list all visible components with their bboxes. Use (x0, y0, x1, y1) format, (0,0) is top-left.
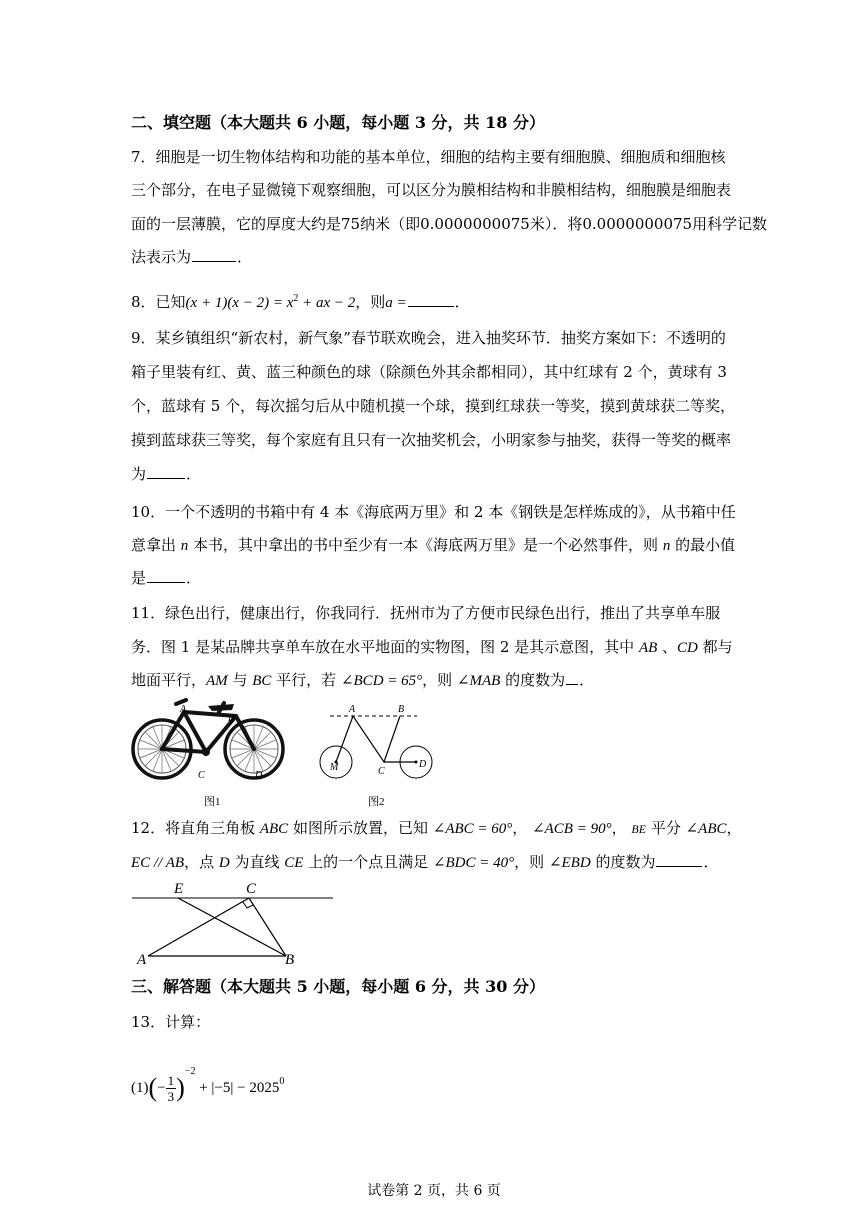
q7-line-4 (131, 241, 741, 274)
q13-numerator: 1 (167, 1072, 175, 1088)
q11-line-3b: 与 (227, 671, 253, 689)
q8-variable: a = (385, 295, 407, 311)
q11-line-3e: 的度数为 (500, 671, 566, 689)
q9-line-5-text: 为 (131, 465, 147, 483)
q11-angle-bcd: ∠BCD = 65° (340, 673, 423, 689)
q12-line-2e: ，则 (514, 853, 549, 871)
fig1-label-c: C (198, 770, 205, 781)
fig1-label-b: B (228, 713, 235, 724)
q11-line-1: 11．绿色出行，健康出行，你我同行．抚州市为了方便市民绿色出行，推出了共享单车服 (131, 604, 721, 622)
fig2-label-a: A (349, 704, 356, 715)
q7-line-4-end: ． (237, 248, 253, 266)
q12-be: BE (631, 822, 647, 836)
bicycle-crank (202, 748, 210, 756)
q12-ec-parallel-ab: EC // AB (131, 855, 185, 871)
q8-prefix: 8．已知 (131, 293, 186, 311)
q7-line-3: 面的一层薄膜，它的厚度大约是75纳米（即0.0000000075米）．将0.0000000075用科学记数 (131, 215, 768, 233)
q7-answer-blank[interactable] (192, 260, 236, 262)
fig2-label-m: M (330, 762, 339, 773)
section-title-solutions: 三、解答题（本大题共 5 小题，每小题 6 分，共 30 分） (131, 977, 545, 996)
bicycle-frame (162, 700, 254, 752)
q8-mid: ，则 (355, 293, 386, 311)
q11-line-3 (131, 664, 741, 698)
q10-line-2b: 本书，其中拿出的书中至少有一本《海底两万里》是一个必然事件，则 (188, 536, 663, 554)
q12-label-e: E (174, 881, 184, 897)
q11-line-3a: 地面平行， (131, 671, 207, 689)
q11-line-2b: 、 (657, 638, 678, 656)
bicycle-seat (208, 704, 234, 711)
q8-equation: (x + 1)(x − 2) = x (185, 295, 294, 311)
q12-triangle-figure (128, 878, 338, 968)
fig2-label-c: C (378, 766, 385, 777)
q13-left-paren: ( (148, 1073, 158, 1102)
q12-ce: CE (284, 855, 304, 871)
bicycle-photo-figure (128, 694, 288, 790)
q10-line-2 (131, 529, 741, 563)
q12-line-2d: 上的一个点且满足 (303, 853, 433, 871)
q10-line-3-text: 是 (131, 569, 147, 587)
q9-line-5 (131, 458, 741, 491)
q12-line-2f: 的度数为 (590, 853, 656, 871)
q12-angle-bdc: ∠BDC = 40° (432, 855, 515, 871)
q13-part-1 (131, 1052, 741, 1108)
fig1-caption: 图1 (204, 796, 221, 808)
q12-line-1b: 如图所示放置，已知 (288, 819, 433, 837)
q13-denominator: 3 (167, 1088, 175, 1104)
q10-line-3 (131, 562, 741, 595)
q12-line-1f: ， (726, 819, 742, 837)
q12-angle-ebd: ∠EBD (548, 855, 591, 871)
q10-answer-blank[interactable] (147, 581, 185, 583)
segment-eb (178, 898, 286, 956)
q8-end: ． (454, 293, 470, 311)
q13-fraction (166, 1073, 177, 1104)
q8-exponent: 2 (293, 293, 299, 304)
q12-abc: ABC (259, 821, 289, 837)
bicycle-schematic-figure (312, 700, 442, 785)
q10-line-2a: 意拿出 (131, 536, 181, 554)
q12-line-1e: 平分 (646, 819, 686, 837)
q9-answer-blank[interactable] (147, 477, 185, 479)
q10-line-2c: 的最小值 (670, 536, 736, 554)
q7-line-1: 7．细胞是一切生物体结构和功能的基本单位，细胞的结构主要有细胞膜、细胞质和细胞核 (131, 148, 726, 166)
q8-answer-blank[interactable] (408, 305, 454, 307)
q11-line-3-end: ． (579, 671, 595, 689)
q8-equation-rest: + ax − 2 (298, 295, 356, 311)
q10-line-3-end: ． (186, 569, 202, 587)
q12-line-2b: ，点 (184, 853, 219, 871)
q11-line-2c: 都与 (697, 638, 733, 656)
q12-label-b: B (285, 952, 295, 968)
q7-line-4-text: 法表示为 (131, 248, 192, 266)
q11-line-3c: 平行，若 (271, 671, 341, 689)
q12-line-2 (131, 846, 741, 880)
fig2-label-b: B (398, 704, 405, 715)
q10-line-1: 10．一个不透明的书箱中有 4 本《海底两万里》和 2 本《钢铁是怎样炼成的》，从书箱中任 (131, 503, 736, 521)
segment-cb (249, 898, 286, 956)
q13-negative-sign: − (157, 1080, 166, 1096)
q12-line-2-end: ． (703, 853, 719, 871)
q12-d: D (218, 855, 230, 871)
q12-line-1 (131, 812, 741, 846)
fig1-label-d: D (255, 770, 263, 781)
segment-ac (148, 898, 249, 956)
fig2-caption: 图2 (368, 796, 385, 808)
point-d (415, 761, 418, 764)
q11-line-3d: ，则 (422, 671, 457, 689)
q12-angle-abc-2: ∠ABC (685, 821, 727, 837)
frame-lines (336, 716, 400, 762)
q9-line-4: 摸到蓝球获三等奖，每个家庭有且只有一次抽奖机会，小明家参与抽奖，获得一等奖的概率 (131, 431, 732, 449)
q7-line-2: 三个部分，在电子显微镜下观察细胞，可以区分为膜相结构和非膜相结构，细胞膜是细胞表 (131, 181, 732, 199)
q9-line-3: 个，蓝球有 5 个，每次摇匀后从中随机摸一个球，摸到红球获一等奖，摸到黄球获二等奖， (131, 397, 736, 415)
q10-var-n: n (180, 538, 189, 554)
q13-exponent: −2 (184, 1066, 196, 1077)
q12-line-1a: 12．将直角三角板 (131, 819, 260, 837)
q12-angle-acb: ∠ACB = 90° (532, 821, 612, 837)
q11-cd: CD (677, 640, 698, 656)
q8-line (131, 282, 741, 320)
q9-line-2: 箱子里装有红、黄、蓝三种颜色的球（除颜色外其余都相同），其中红球有 2 个，黄球有 3 (131, 363, 727, 381)
section-title-fill-in: 二、填空题（本大题共 6 小题，每小题 3 分，共 18 分） (131, 113, 545, 132)
q12-angle-abc: ∠ABC = 60° (432, 821, 513, 837)
q13-rest: + |−5| − 2025 (195, 1080, 280, 1096)
q13-text: 13．计算： (131, 1013, 211, 1031)
q10-var-n-2: n (662, 538, 671, 554)
q12-line-1d: ， (611, 819, 632, 837)
q9-line-1: 9．某乡镇组织“新农村，新气象”春节联欢晚会，进入抽奖环节．抽奖方案如下：不透明的 (131, 329, 726, 347)
q11-angle-mab: ∠MAB (456, 673, 501, 689)
q11-bc: BC (252, 673, 272, 689)
q12-answer-blank[interactable] (656, 865, 702, 867)
q12-line-1c: ， (512, 819, 533, 837)
q11-ab: AB (638, 640, 658, 656)
q11-line-2a: 务．图 1 是某品牌共享单车放在水平地面的实物图，图 2 是其示意图，其中 (131, 638, 639, 656)
q11-line-2 (131, 631, 741, 665)
q12-label-c: C (246, 881, 257, 897)
q9-line-5-end: ． (186, 465, 202, 483)
q12-label-a: A (137, 952, 147, 968)
q13-right-paren: ) (176, 1073, 185, 1102)
fig1-label-a: A (180, 704, 187, 715)
fig2-label-d: D (419, 759, 427, 770)
q12-line-2c: 为直线 (229, 853, 285, 871)
q11-am: AM (206, 673, 228, 689)
page-footer: 试卷第 2 页，共 6 页 (367, 1183, 501, 1199)
q13-exponent-zero: 0 (279, 1076, 285, 1087)
q11-answer-blank[interactable] (566, 683, 578, 685)
q13-part-label: (1) (131, 1080, 149, 1096)
